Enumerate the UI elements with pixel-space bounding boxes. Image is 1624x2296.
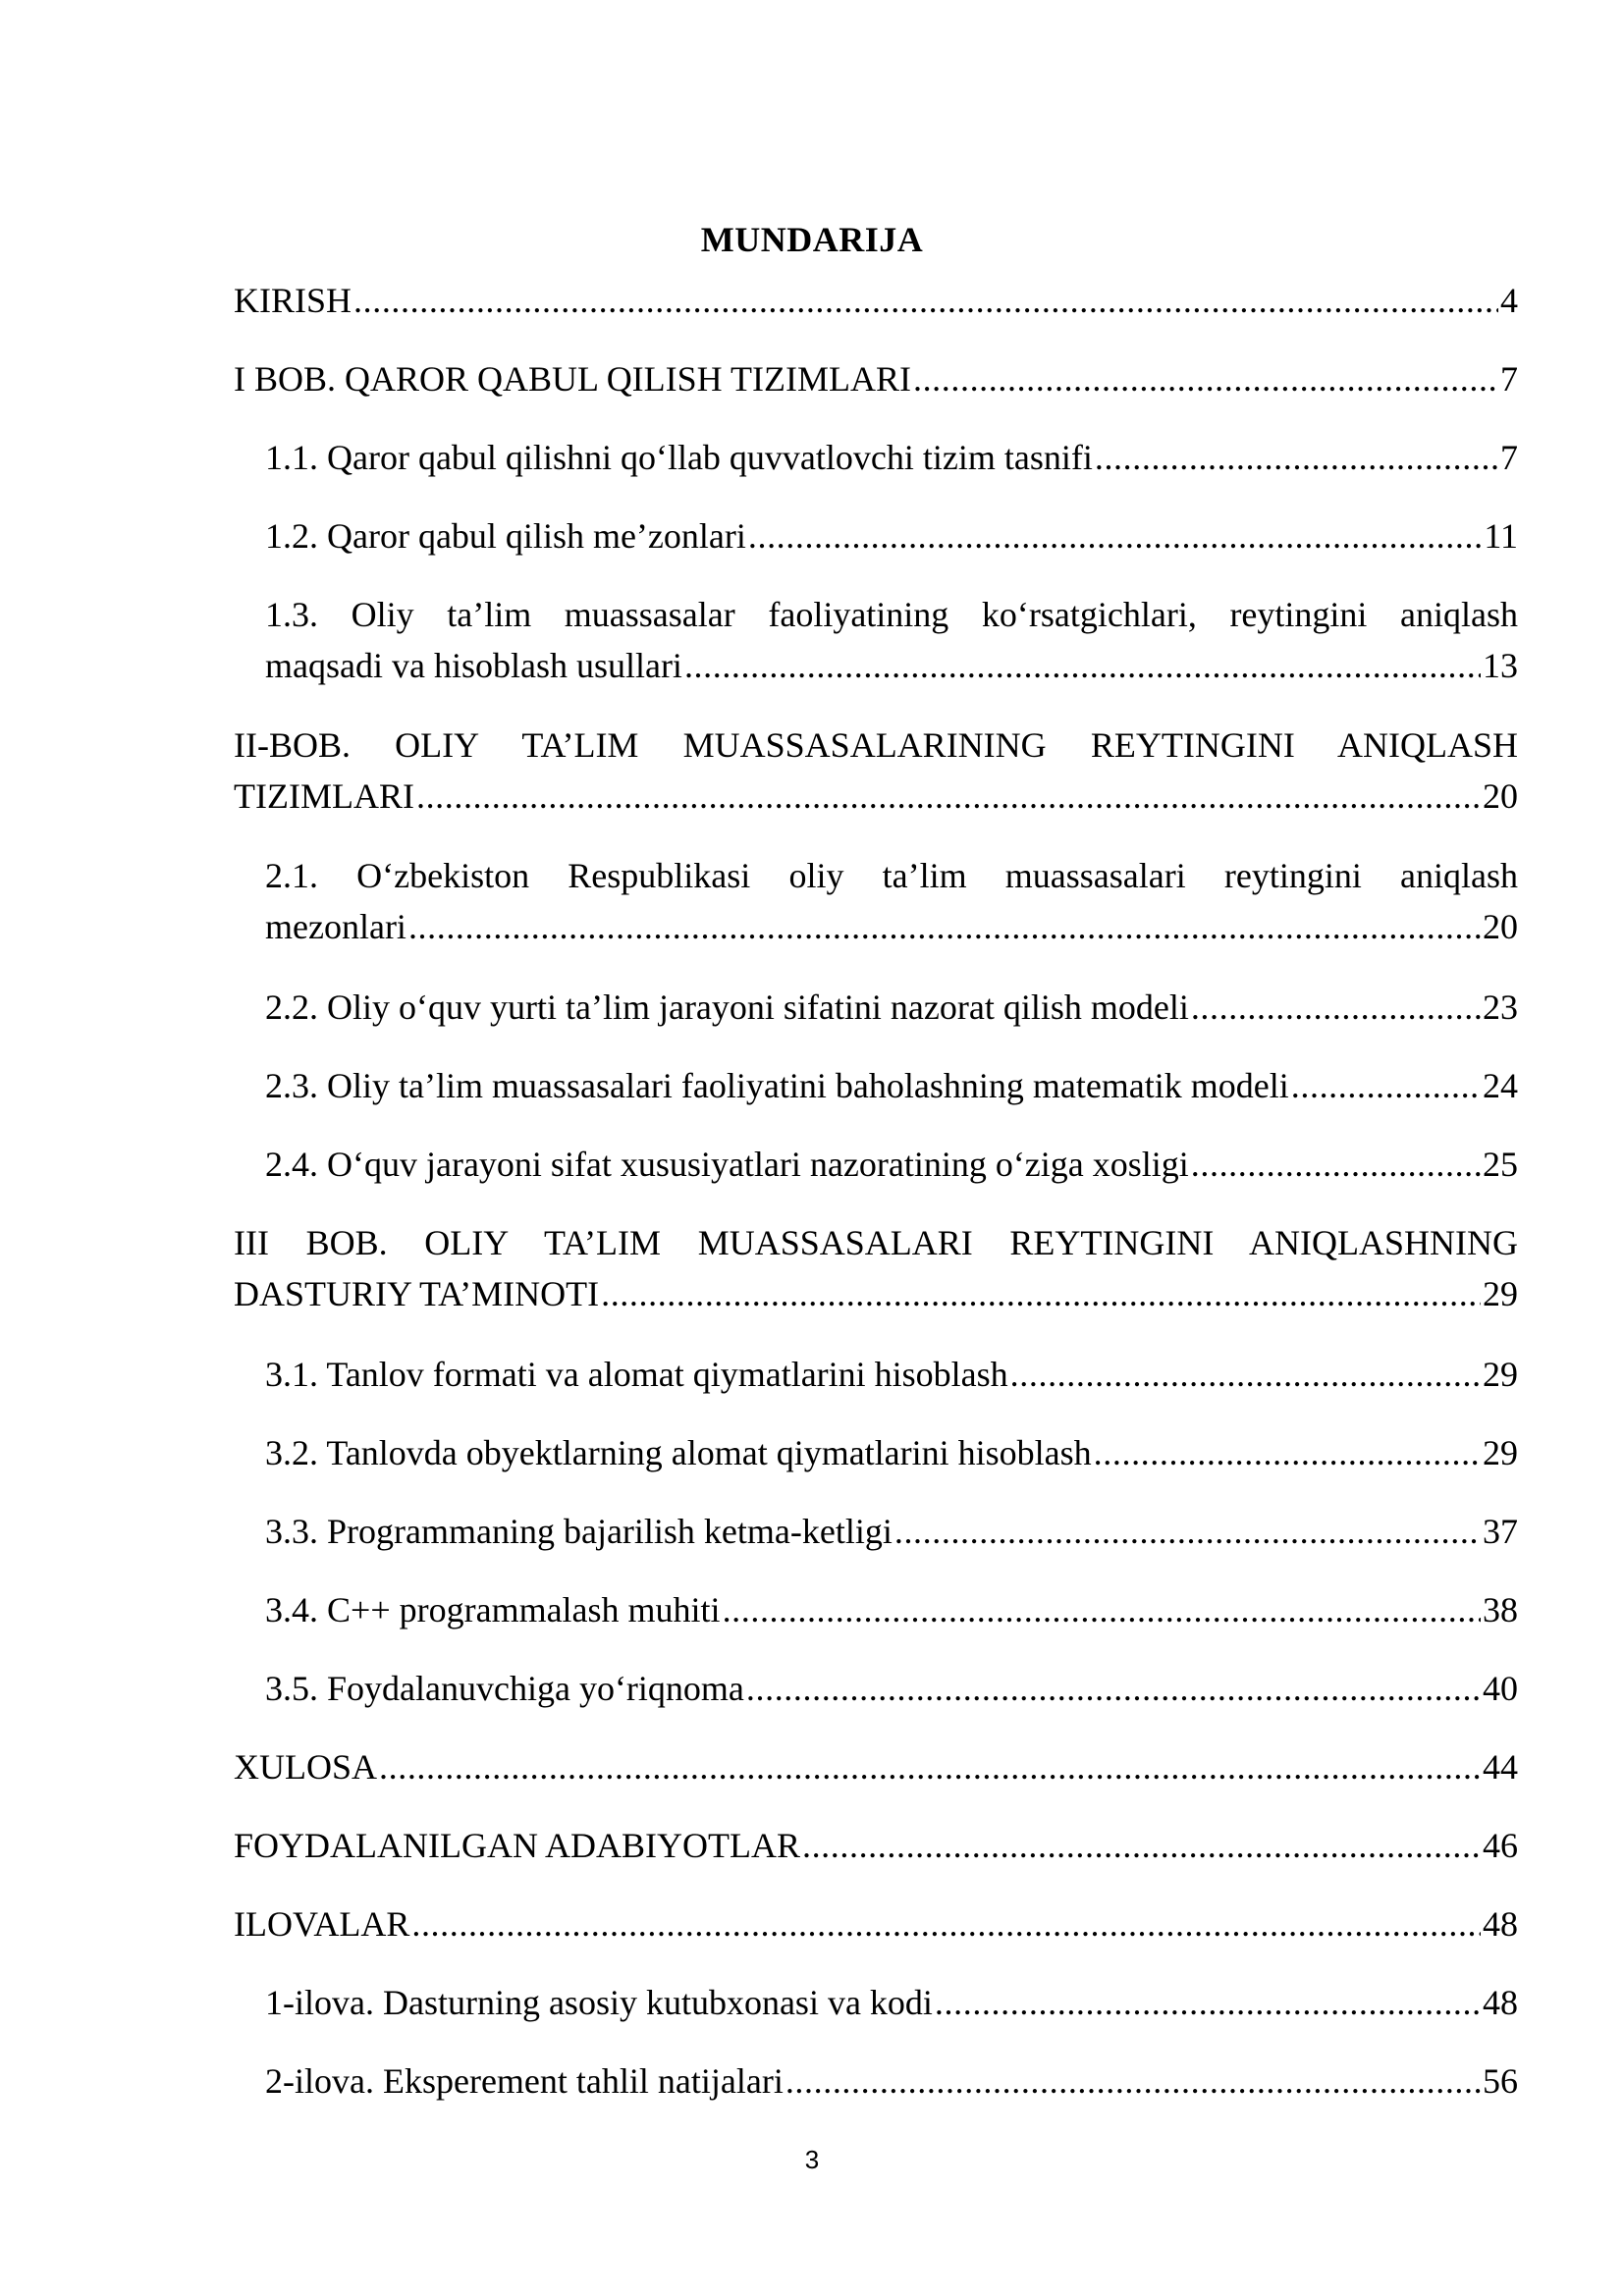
dot-leader [723, 1584, 1481, 1635]
toc-entry-title: maqsadi va hisoblash usullari [265, 646, 682, 685]
toc-entry-title: TIZIMLARI [234, 776, 414, 816]
toc-entry-title: 3.1. Tanlov formati va alomat qiymatlarini hisoblash [265, 1355, 1008, 1394]
toc-entry-page: 7 [1500, 359, 1518, 399]
toc-entry-page: 20 [1483, 776, 1518, 816]
dot-leader [1191, 1139, 1481, 1190]
toc-entry-page: 29 [1483, 1433, 1518, 1472]
dot-leader [408, 901, 1481, 952]
toc-entry-page: 13 [1483, 646, 1518, 685]
toc-entry-appendices[interactable] [234, 1898, 1518, 1949]
dot-leader [746, 1663, 1481, 1714]
toc-entry-title: 1.1. Qaror qabul qilishni qo‘llab quvvatlovchi tizim tasnifi [265, 438, 1093, 477]
toc-entry-page: 25 [1483, 1145, 1518, 1184]
toc-entry-page: 29 [1483, 1274, 1518, 1313]
dot-leader [802, 1820, 1481, 1871]
toc-entry-chapter-3[interactable] [234, 1217, 1518, 1319]
dot-leader [748, 510, 1482, 561]
toc-entry-page: 38 [1483, 1590, 1518, 1629]
toc-entry-page: 40 [1483, 1669, 1518, 1708]
toc-entry-title: 1.2. Qaror qabul qilish me’zonlari [265, 516, 746, 556]
toc-entry-section-3-1[interactable] [265, 1349, 1518, 1400]
toc-entry-title: 3.5. Foydalanuvchiga yo‘riqnoma [265, 1669, 744, 1708]
toc-entry-title: 2.3. Oliy ta’lim muassasalari faoliyatini baholashning matematik modeli [265, 1066, 1289, 1105]
toc-entry-chapter-2[interactable] [234, 720, 1518, 822]
toc-entry-page: 20 [1483, 907, 1518, 946]
toc-entry-title-line1: III BOB. OLIY TA’LIM MUASSASALARI REYTINGINI ANIQLASHNING [234, 1223, 1518, 1262]
toc-entry-page: 56 [1483, 2061, 1518, 2101]
dot-leader [1095, 432, 1498, 483]
toc-entry-title: 2.2. Oliy o‘quv yurti ta’lim jarayoni sifatini nazorat qilish modeli [265, 988, 1189, 1027]
toc-entry-section-2-2[interactable] [265, 982, 1518, 1033]
toc-entry-section-2-3[interactable] [265, 1060, 1518, 1111]
toc-entry-page: 4 [1500, 281, 1518, 320]
dot-leader [785, 2056, 1481, 2107]
toc-entry-page: 24 [1483, 1066, 1518, 1105]
dot-leader [1094, 1427, 1481, 1478]
dot-leader [601, 1268, 1481, 1319]
dot-leader [684, 640, 1481, 691]
toc-entry-title-line1: II-BOB. OLIY TA’LIM MUASSASALARINING REYTINGINI ANIQLASH [234, 725, 1518, 765]
dot-leader [411, 1898, 1481, 1949]
toc-title: MUNDARIJA [700, 220, 924, 259]
toc-entry-section-3-4[interactable] [265, 1584, 1518, 1635]
toc-entry-page: 29 [1483, 1355, 1518, 1394]
toc-entry-section-1-3[interactable] [265, 589, 1518, 691]
toc-entry-section-2-4[interactable] [265, 1139, 1518, 1190]
toc-entry-xulosa[interactable] [234, 1741, 1518, 1792]
toc-entry-title: KIRISH [234, 281, 352, 320]
toc-entry-page: 48 [1483, 1983, 1518, 2022]
toc-entry-section-3-5[interactable] [265, 1663, 1518, 1714]
page-number: 3 [804, 2145, 820, 2174]
toc-entry-page: 46 [1483, 1826, 1518, 1865]
dot-leader [1010, 1349, 1481, 1400]
toc-entry-title: ILOVALAR [234, 1904, 410, 1944]
toc-entry-section-2-1[interactable] [265, 850, 1518, 952]
toc-entry-title: 1-ilova. Dasturning asosiy kutubxonasi va kodi [265, 1983, 933, 2022]
toc-entry-chapter-1[interactable] [234, 353, 1518, 404]
toc-entry-page: 11 [1484, 516, 1518, 556]
dot-leader [894, 1506, 1481, 1557]
dot-leader [1291, 1060, 1481, 1111]
toc-entry-section-1-2[interactable] [265, 510, 1518, 561]
dot-leader [379, 1741, 1481, 1792]
dot-leader [1191, 982, 1481, 1033]
dot-leader [935, 1977, 1481, 2028]
toc-entry-title: 3.2. Tanlovda obyektlarning alomat qiymatlarini hisoblash [265, 1433, 1092, 1472]
toc-entry-page: 23 [1483, 988, 1518, 1027]
toc-entry-title: 2.4. O‘quv jarayoni sifat xususiyatlari nazoratining o‘ziga xosligi [265, 1145, 1189, 1184]
toc-entry-title: 3.4. C++ programmalash muhiti [265, 1590, 721, 1629]
toc-entry-title-line1: 1.3. Oliy ta’lim muassasalar faoliyatining ko‘rsatgichlari, reytingini aniqlash [265, 595, 1518, 634]
toc-entry-title: 2-ilova. Eksperement tahlil natijalari [265, 2061, 784, 2101]
dot-leader [416, 771, 1481, 822]
toc-entry-page: 44 [1483, 1747, 1518, 1787]
toc-entry-title-line1: 2.1. O‘zbekiston Respublikasi oliy ta’lim muassasalari reytingini aniqlash [265, 856, 1518, 895]
toc-entry-appendix-1[interactable] [265, 1977, 1518, 2028]
toc-entry-title: I BOB. QAROR QABUL QILISH TIZIMLARI [234, 359, 911, 399]
toc-entry-kirish[interactable] [234, 275, 1518, 326]
toc-entry-section-3-3[interactable] [265, 1506, 1518, 1557]
dot-leader [353, 275, 1498, 326]
toc-entry-page: 48 [1483, 1904, 1518, 1944]
toc-entry-title: XULOSA [234, 1747, 378, 1787]
toc-entry-title: DASTURIY TA’MINOTI [234, 1274, 600, 1313]
toc-entry-section-3-2[interactable] [265, 1427, 1518, 1478]
dot-leader [913, 353, 1498, 404]
toc-entry-title: mezonlari [265, 907, 406, 946]
toc-entry-section-1-1[interactable] [265, 432, 1518, 483]
toc-entry-page: 7 [1500, 438, 1518, 477]
toc-entry-page: 37 [1483, 1512, 1518, 1551]
toc-entry-references[interactable] [234, 1820, 1518, 1871]
toc-entry-title: FOYDALANILGAN ADABIYOTLAR [234, 1826, 800, 1865]
toc-entry-title: 3.3. Programmaning bajarilish ketma-ketligi [265, 1512, 893, 1551]
toc-entry-appendix-2[interactable] [265, 2056, 1518, 2107]
